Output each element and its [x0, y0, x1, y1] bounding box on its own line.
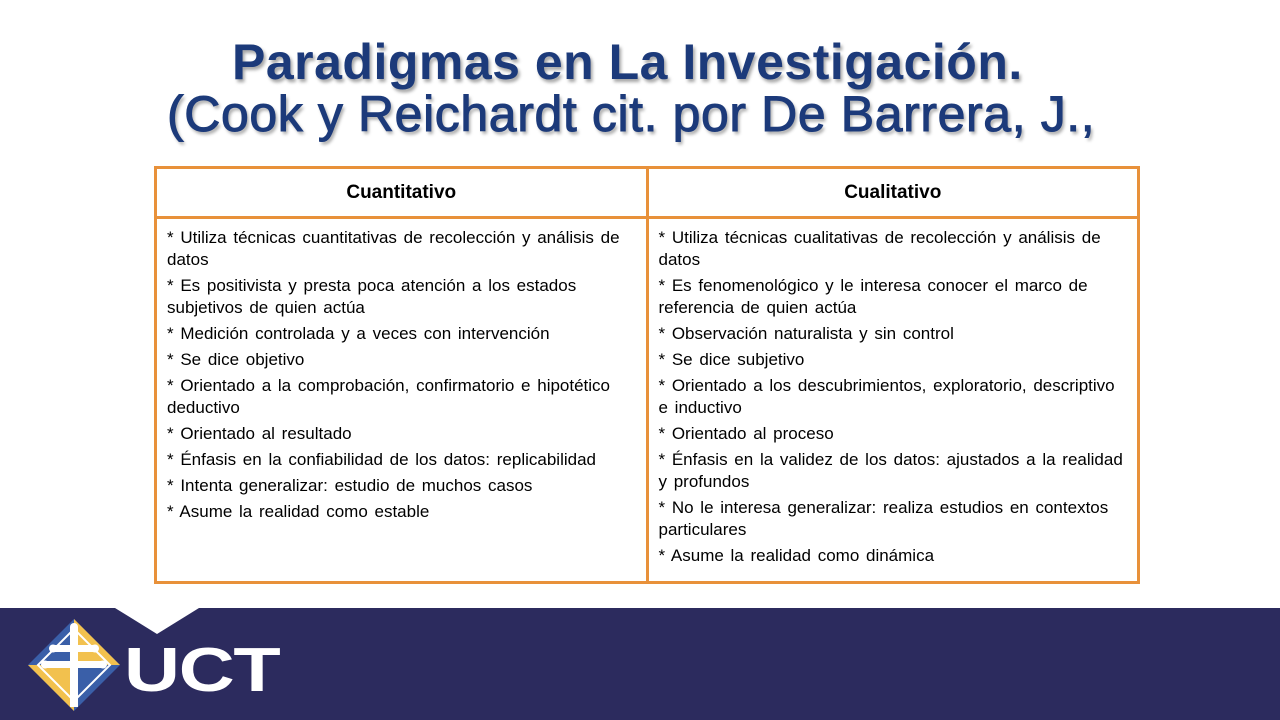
footer-notch — [115, 608, 199, 634]
list-item: * Asume la realidad como estable — [167, 502, 430, 521]
title-line-1: Paradigmas en La Investigación. — [232, 34, 1023, 90]
logo-cross-knob — [99, 661, 107, 669]
list-item: * Se dice subjetivo — [658, 350, 805, 369]
list-item: * No le interesa generalizar: realiza estudios en contextos particulares — [658, 498, 1109, 539]
logo-cross-knob — [70, 623, 78, 631]
header-cualitativo: Cualitativo — [647, 168, 1139, 218]
logo-diamond-gold-lower — [28, 665, 74, 711]
list-item: * Énfasis en la validez de los datos: ajustados a la realidad y profundos — [658, 450, 1123, 491]
list-item: * Utiliza técnicas cualitativas de recolección y análisis de datos — [658, 228, 1101, 269]
uct-cross-logo-icon — [24, 615, 124, 715]
paradigm-comparison-table — [154, 166, 1140, 584]
cuantitativo-cell — [156, 218, 648, 583]
logo-cross-knob — [91, 645, 99, 653]
list-item: * Orientado a la comprobación, confirmatorio e hipotético deductivo — [167, 376, 611, 417]
list-item: * Es fenomenológico y le interesa conocer el marco de referencia de quien actúa — [658, 276, 1088, 317]
list-item: * Medición controlada y a veces con intervención — [167, 324, 550, 343]
list-item: * Observación naturalista y sin control — [658, 324, 954, 343]
logo-cross-knob — [41, 661, 49, 669]
cualitativo-cell — [647, 218, 1139, 583]
header-cuantitativo: Cuantitativo — [156, 168, 648, 218]
list-item: * Es positivista y presta poca atención a los estados subjetivos de quien actúa — [167, 276, 577, 317]
uct-logo-text: UCT — [124, 636, 280, 705]
list-item: * Asume la realidad como dinámica — [658, 546, 935, 565]
list-item: * Orientado a los descubrimientos, exploratorio, descriptivo e inductivo — [658, 376, 1115, 417]
logo-cross-bar-top — [52, 645, 96, 652]
logo-cross-knob — [49, 645, 57, 653]
list-item: * Utiliza técnicas cuantitativas de recolección y análisis de datos — [167, 228, 620, 269]
table-body-row — [156, 218, 1139, 583]
cuantitativo-list — [167, 227, 636, 523]
list-item: * Orientado al proceso — [658, 424, 834, 443]
list-item: * Orientado al resultado — [167, 424, 352, 443]
list-item: * Intenta generalizar: estudio de muchos casos — [167, 476, 533, 495]
table-header-row — [156, 168, 1139, 218]
slide-title — [0, 36, 1280, 140]
list-item: * Énfasis en la confiabilidad de los datos: replicabilidad — [167, 450, 596, 469]
logo-diamond-gold-upper — [74, 619, 120, 665]
cualitativo-list — [659, 227, 1128, 567]
logo-cross-bar-bottom — [44, 661, 104, 668]
list-item: * Se dice objetivo — [167, 350, 305, 369]
title-line-2: (Cook y Reichardt cit. por De Barrera, J., — [167, 86, 1096, 142]
